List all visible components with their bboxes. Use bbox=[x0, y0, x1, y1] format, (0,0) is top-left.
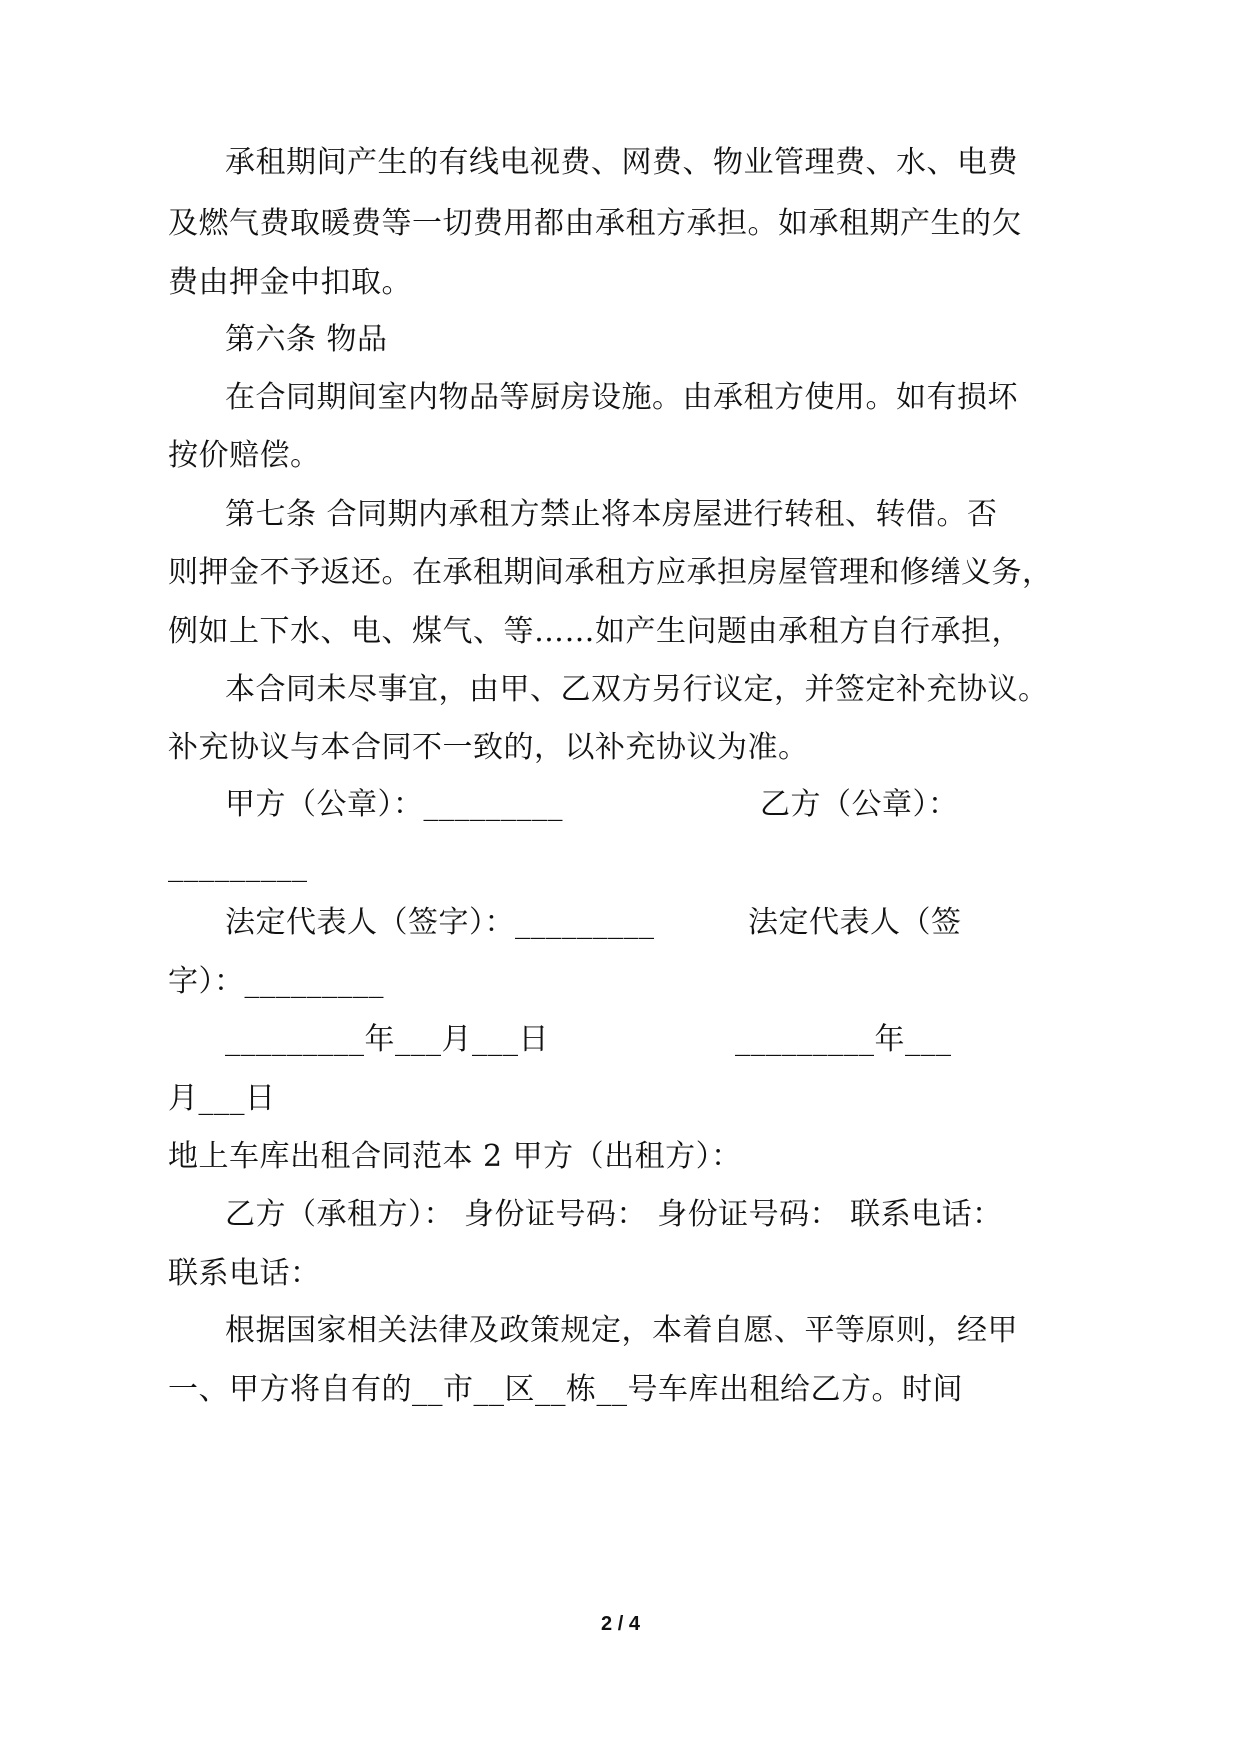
text-line: 按价赔偿。 bbox=[168, 438, 321, 473]
party-a-seal-line: 甲方（公章）：_________ bbox=[225, 787, 563, 822]
page-number: 2 / 4 bbox=[601, 1613, 640, 1635]
text-line: 字）：_________ bbox=[168, 964, 384, 999]
text-line: 承租期间产生的有线电视费、网费、物业管理费、水、电费 bbox=[225, 145, 1018, 180]
text-line: 根据国家相关法律及政策规定，本着自愿、平等原则，经甲 bbox=[225, 1313, 1018, 1348]
party-b-date-line: _________年___ bbox=[735, 1022, 952, 1057]
text-line: 第七条 合同期内承租方禁止将本房屋进行转租、转借。否 bbox=[225, 497, 998, 532]
text-line: 则押金不予返还。在承租期间承租方应承担房屋管理和修缮义务， bbox=[168, 555, 1053, 590]
contract-title-line: 地上车库出租合同范本 2 甲方（出租方）： bbox=[168, 1139, 742, 1174]
text-line: 在合同期间室内物品等厨房设施。由承租方使用。如有损坏 bbox=[225, 380, 1018, 415]
text-line: 乙方（承租方）： 身份证号码： 身份证号码： 联系电话： bbox=[225, 1197, 1003, 1232]
text-line: 联系电话： bbox=[168, 1256, 321, 1291]
text-line: 费由押金中扣取。 bbox=[168, 265, 412, 300]
text-line: 一、甲方将自有的__市__区__栋__号车库出租给乙方。时间 bbox=[168, 1372, 963, 1407]
party-b-representative-line: 法定代表人（签 bbox=[748, 905, 962, 940]
party-a-representative-line: 法定代表人（签字）：_________ bbox=[225, 905, 655, 940]
text-line: 本合同未尽事宜，由甲、乙双方另行议定，并签定补充协议。 bbox=[225, 672, 1049, 707]
text-line: 例如上下水、电、煤气、等……如产生问题由承租方自行承担， bbox=[168, 614, 1022, 649]
signature-blank: _________ bbox=[168, 848, 308, 883]
party-b-seal-line: 乙方（公章）： bbox=[760, 787, 959, 822]
section-heading: 第六条 物品 bbox=[225, 322, 388, 357]
text-line: 补充协议与本合同不一致的，以补充协议为准。 bbox=[168, 730, 809, 765]
text-line: 及燃气费取暖费等一切费用都由承租方承担。如承租期产生的欠 bbox=[168, 206, 1022, 241]
text-line: 月___日 bbox=[168, 1081, 276, 1116]
party-a-date-line: _________年___月___日 bbox=[225, 1022, 549, 1057]
